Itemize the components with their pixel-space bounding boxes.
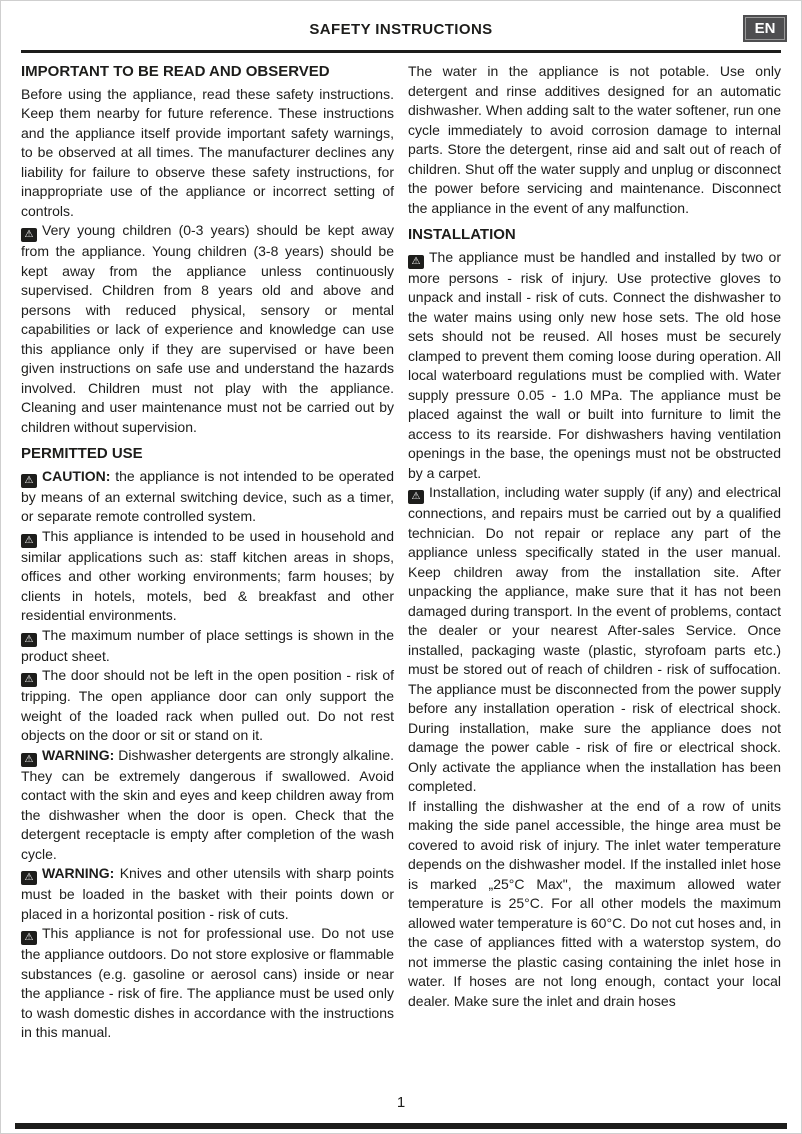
- paragraph: [408, 797, 781, 1012]
- paragraph: [21, 666, 394, 746]
- paragraph-text: the appliance is not intended to be operated by means of an external switching device, such as a timer, or separate remote controlled system.: [21, 467, 394, 524]
- warning-icon: ⚠: [408, 255, 424, 269]
- content-columns: [21, 62, 781, 1043]
- page-footer: [1, 1094, 801, 1111]
- page-title: SAFETY INSTRUCTIONS: [309, 21, 493, 38]
- paragraph: [21, 221, 394, 437]
- paragraph-text: The maximum number of place settings is shown in the product sheet.: [21, 626, 394, 664]
- warning-icon: ⚠: [21, 633, 37, 647]
- section-heading-important: IMPORTANT TO BE READ AND OBSERVED: [21, 63, 330, 80]
- page-number: 1: [396, 1094, 406, 1111]
- warning-icon: ⚠: [21, 474, 37, 488]
- paragraph: [408, 62, 781, 218]
- language-badge: EN: [743, 15, 787, 42]
- bold-prefix: WARNING:: [42, 865, 115, 881]
- paragraph-text: The door should not be left in the open position - risk of tripping. The open appliance door can only support the weight of the loaded rack when pulled out. Do not rest objects on the door or sit or stand on it.: [21, 667, 394, 743]
- paragraph: [21, 864, 394, 924]
- bottom-divider: [15, 1123, 787, 1129]
- warning-icon: ⚠: [21, 673, 37, 687]
- warning-icon: ⚠: [21, 534, 37, 548]
- paragraph-text: This appliance is not for professional use. Do not use the appliance outdoors. Do not store explosive or flammable substances (e.g. gasoline or aerosol cans) inside or near the appliance - risk of fire. The appliance must be used only to wash domestic dishes in accordance with the instructions in this manual.: [21, 925, 394, 1040]
- section-heading-installation: INSTALLATION: [408, 226, 516, 243]
- paragraph: [21, 467, 394, 527]
- paragraph-text: Knives and other utensils with sharp points must be loaded in the basket with their points down or placed in a horizontal position - risk of cuts.: [21, 865, 395, 922]
- paragraph: [21, 746, 394, 865]
- header-divider: [21, 50, 781, 53]
- warning-icon: ⚠: [408, 490, 424, 504]
- paragraph-text: This appliance is intended to be used in household and similar applications such as: staff kitchen areas in shops, offices and other working environments; farm houses; by clients in hotels, motels, bed & breakfast and other residential environments.: [21, 527, 394, 623]
- paragraph-text: Installation, including water supply (if any) and electrical connections, and repairs must be carried out by a qualified technician. Do not repair or replace any part of the appliance unless specifically stated in the user manual. Keep children away from the installation site. After unpacking the appliance, make sure that it has not been damaged during transport. In the event of problems, contact the dealer or your nearest After-sales Service. Once installed, packaging waste (plastic, styrofoam parts etc.) must be stored out of reach of children - risk of suffocation. The appliance must be disconnected from the power supply before any installation operation - risk of electrical shock. During installation, make sure the appliance does not damage the power cable - risk of fire or electrical shock. Only activate the appliance when the installation has been completed.: [408, 484, 781, 794]
- paragraph-text: Very young children (0-3 years) should be kept away from the appliance. Young children (3-8 years) should be kept away from the appliance unless continuously supervised. Children from 8 years old and above and persons with reduced physical, sensory or mental capabilities or lack of experience and knowledge can use this appliance only if they are supervised or have been given instructions on safe use and understand the hazards involved. Children must not play with the appliance. Cleaning and user maintenance must not be carried out by children without supervision.: [21, 222, 394, 435]
- bold-prefix: CAUTION:: [42, 467, 111, 484]
- paragraph-text: Before using the appliance, read these safety instructions. Keep them nearby for future reference. These instructions and the appliance itself provide important safety warnings, to be observed at all times. The manufacturer declines any liability for failure to observe these safety instructions, for inappropriate use of the appliance or incorrect setting of controls.: [21, 85, 394, 219]
- paragraph: [21, 924, 394, 1043]
- warning-icon: ⚠: [21, 228, 37, 242]
- warning-icon: ⚠: [21, 931, 37, 945]
- paragraph-text: Dishwasher detergents are strongly alkaline. They can be extremely dangerous if swallowed. Avoid contact with the skin and eyes and keep children away from the dishwasher when the door is open. Check that the detergent receptacle is empty after completion of the wash cycle.: [21, 746, 394, 862]
- warning-icon: ⚠: [21, 871, 37, 885]
- paragraph: [21, 527, 394, 626]
- page-header: [21, 15, 781, 47]
- right-column: [408, 62, 781, 1043]
- paragraph-text: If installing the dishwasher at the end of a row of units making the side panel accessible, the hinge area must be covered to avoid risk of injury. The inlet water temperature depends on the dishwasher model. If the installed inlet hose is marked „25°C Max", the maximum allowed water temperature is 25°C. For all other models the maximum allowed water temperature is 60°C. Do not cut hoses and, in the case of appliances fitted with a waterstop system, do not immerse the plastic casing containing the inlet hose in water. If hoses are not long enough, contact your local dealer. Make sure the inlet and drain hoses: [408, 797, 781, 1009]
- paragraph: [408, 248, 781, 484]
- left-column: [21, 62, 394, 1043]
- paragraph: [21, 85, 394, 222]
- bold-prefix: WARNING:: [42, 746, 115, 763]
- paragraph: [408, 483, 781, 797]
- paragraph-text: The appliance must be handled and installed by two or more persons - risk of injury. Use protective gloves to unpack and install - risk of cuts. Connect the dishwasher to the water mains using only new hose sets. The old hose sets should not be reused. All hoses must be securely clamped to prevent them coming loose during operation. All local waterboard regulations must be complied with. Water supply pressure 0.05 - 1.0 MPa. The appliance must be placed against the wall or built into furniture to limit the access to its rearside. For dishwashers having ventilation openings in the base, the openings must not be obstructed by a carpet.: [408, 248, 781, 481]
- paragraph-text: The water in the appliance is not potable. Use only detergent and rinse additives designed for an automatic dishwasher. When adding salt to the water softener, run one cycle immediately to avoid corrosion damage to internal parts. Store the detergent, rinse aid and salt out of reach of children. Shut off the water supply and unplug or disconnect the power before servicing and maintenance. Disconnect the appliance in the event of any malfunction.: [408, 63, 781, 216]
- section-heading-permitted-use: PERMITTED USE: [21, 445, 143, 462]
- warning-icon: ⚠: [21, 753, 37, 767]
- paragraph: [21, 626, 394, 667]
